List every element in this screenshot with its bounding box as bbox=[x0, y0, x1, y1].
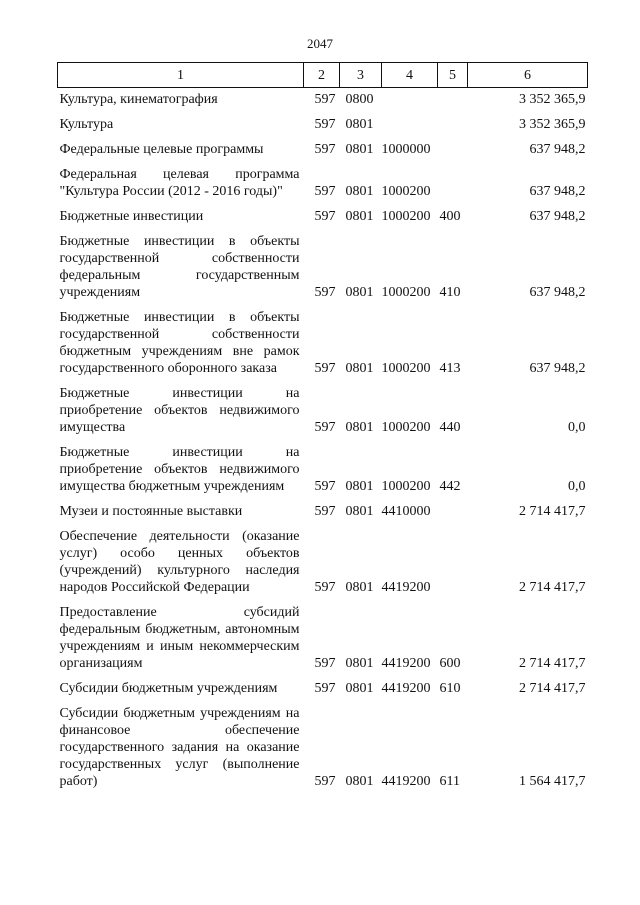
table-row bbox=[58, 503, 588, 528]
row-chapter-code: 597 bbox=[314, 361, 336, 376]
row-name: Обеспечение деятельности (оказание услуг) особо ценных объектов (учреждений) культурного наследия народов Российской Федерации bbox=[59, 529, 300, 595]
header-col-3: 3 bbox=[340, 63, 382, 88]
row-expense-type-code bbox=[438, 166, 468, 208]
row-target-code: 1000200 bbox=[381, 361, 431, 376]
row-amount: 2 714 417,7 bbox=[519, 681, 586, 696]
row-target-code: 4419200 bbox=[381, 681, 431, 696]
row-target-code: 4419200 bbox=[381, 580, 431, 595]
header-col-5: 5 bbox=[438, 63, 468, 88]
row-chapter-code: 597 bbox=[314, 142, 336, 157]
table-row bbox=[58, 309, 588, 385]
row-expense-type-code: 410 bbox=[439, 285, 461, 300]
header-row bbox=[58, 63, 588, 88]
row-chapter-code: 597 bbox=[314, 580, 336, 595]
header-col-4: 4 bbox=[382, 63, 438, 88]
row-expense-type-code: 610 bbox=[439, 681, 461, 696]
row-section-code: 0801 bbox=[345, 681, 374, 696]
row-chapter-code: 597 bbox=[314, 774, 336, 789]
row-expense-type-code: 600 bbox=[439, 656, 461, 671]
row-chapter-code: 597 bbox=[314, 504, 336, 519]
row-name: Предоставление субсидий федеральным бюджетным, автономным учреждениям и иным некоммерческим организациям bbox=[59, 605, 300, 671]
row-target-code: 1000200 bbox=[381, 479, 431, 494]
row-expense-type-code: 400 bbox=[439, 209, 461, 224]
header-col-2: 2 bbox=[304, 63, 340, 88]
row-amount: 2 714 417,7 bbox=[519, 580, 586, 595]
row-name: Культура, кинематография bbox=[59, 92, 218, 107]
table-body bbox=[58, 88, 588, 799]
row-section-code: 0801 bbox=[345, 656, 374, 671]
table-row bbox=[58, 680, 588, 705]
row-expense-type-code bbox=[438, 116, 468, 141]
row-expense-type-code: 413 bbox=[439, 361, 461, 376]
row-target-code: 4419200 bbox=[381, 774, 431, 789]
header-col-1: 1 bbox=[58, 63, 304, 88]
row-section-code: 0801 bbox=[345, 117, 374, 132]
row-target-code: 1000200 bbox=[381, 184, 431, 199]
table-row bbox=[58, 88, 588, 117]
row-target-code bbox=[382, 116, 438, 141]
budget-table bbox=[57, 62, 588, 798]
table-row bbox=[58, 233, 588, 309]
row-section-code: 0801 bbox=[345, 420, 374, 435]
row-section-code: 0800 bbox=[345, 92, 374, 107]
row-amount: 2 714 417,7 bbox=[519, 656, 586, 671]
row-expense-type-code: 440 bbox=[439, 420, 461, 435]
row-name: Федеральные целевые программы bbox=[59, 142, 264, 157]
table-row bbox=[58, 141, 588, 166]
row-target-code: 1000200 bbox=[381, 209, 431, 224]
row-amount: 0,0 bbox=[568, 479, 586, 494]
row-amount: 1 564 417,7 bbox=[519, 774, 586, 789]
row-expense-type-code: 442 bbox=[439, 479, 461, 494]
row-amount: 637 948,2 bbox=[529, 285, 586, 300]
row-expense-type-code bbox=[438, 503, 468, 528]
row-target-code: 1000200 bbox=[381, 285, 431, 300]
row-section-code: 0801 bbox=[345, 774, 374, 789]
row-target-code: 1000000 bbox=[381, 142, 431, 157]
row-section-code: 0801 bbox=[345, 479, 374, 494]
row-expense-type-code bbox=[438, 88, 468, 117]
row-amount: 3 352 365,9 bbox=[519, 92, 586, 107]
table-row bbox=[58, 166, 588, 208]
row-section-code: 0801 bbox=[345, 285, 374, 300]
row-amount: 637 948,2 bbox=[529, 184, 586, 199]
row-chapter-code: 597 bbox=[314, 681, 336, 696]
row-target-code: 4419200 bbox=[381, 656, 431, 671]
row-name: Бюджетные инвестиции на приобретение объектов недвижимого имущества бюджетным учреждениям bbox=[59, 445, 300, 494]
row-chapter-code: 597 bbox=[314, 184, 336, 199]
row-chapter-code: 597 bbox=[314, 656, 336, 671]
header-col-6: 6 bbox=[468, 63, 588, 88]
row-amount: 3 352 365,9 bbox=[519, 117, 586, 132]
table-row bbox=[58, 444, 588, 503]
row-chapter-code: 597 bbox=[314, 117, 336, 132]
row-name: Бюджетные инвестиции bbox=[59, 209, 204, 224]
row-chapter-code: 597 bbox=[314, 285, 336, 300]
row-expense-type-code: 611 bbox=[439, 774, 460, 789]
row-section-code: 0801 bbox=[345, 184, 374, 199]
row-target-code: 1000200 bbox=[381, 420, 431, 435]
row-name: Субсидии бюджетным учреждениям на финансовое обеспечение государственного задания на оказание государственных услуг (выполнение работ) bbox=[59, 706, 300, 789]
table-row bbox=[58, 116, 588, 141]
table-row bbox=[58, 604, 588, 680]
row-chapter-code: 597 bbox=[314, 209, 336, 224]
table-row bbox=[58, 705, 588, 798]
row-name: Бюджетные инвестиции в объекты государственной собственности федеральным государственным учреждениям bbox=[59, 234, 300, 300]
row-expense-type-code bbox=[438, 528, 468, 604]
row-target-code: 4410000 bbox=[381, 504, 431, 519]
row-name: Музеи и постоянные выставки bbox=[59, 504, 243, 519]
row-amount: 637 948,2 bbox=[529, 142, 586, 157]
row-expense-type-code bbox=[438, 141, 468, 166]
row-section-code: 0801 bbox=[345, 209, 374, 224]
row-chapter-code: 597 bbox=[314, 92, 336, 107]
table-header bbox=[58, 63, 588, 88]
row-section-code: 0801 bbox=[345, 361, 374, 376]
table-row bbox=[58, 385, 588, 444]
page-number: 2047 bbox=[307, 36, 333, 51]
table-row bbox=[58, 528, 588, 604]
row-name: Субсидии бюджетным учреждениям bbox=[59, 681, 278, 696]
row-name: Федеральная целевая программа "Культура России (2012 - 2016 годы)" bbox=[59, 167, 300, 199]
row-amount: 2 714 417,7 bbox=[519, 504, 586, 519]
row-chapter-code: 597 bbox=[314, 420, 336, 435]
row-amount: 0,0 bbox=[568, 420, 586, 435]
row-section-code: 0801 bbox=[345, 580, 374, 595]
row-amount: 637 948,2 bbox=[529, 361, 586, 376]
row-chapter-code: 597 bbox=[314, 479, 336, 494]
row-target-code bbox=[382, 88, 438, 117]
table-row bbox=[58, 208, 588, 233]
row-amount: 637 948,2 bbox=[529, 209, 586, 224]
row-name: Бюджетные инвестиции на приобретение объектов недвижимого имущества bbox=[59, 386, 300, 435]
row-name: Бюджетные инвестиции в объекты государственной собственности бюджетным учреждениям вне рамок государственного оборонного заказа bbox=[59, 310, 300, 376]
row-section-code: 0801 bbox=[345, 504, 374, 519]
row-section-code: 0801 bbox=[345, 142, 374, 157]
row-name: Культура bbox=[59, 117, 114, 132]
